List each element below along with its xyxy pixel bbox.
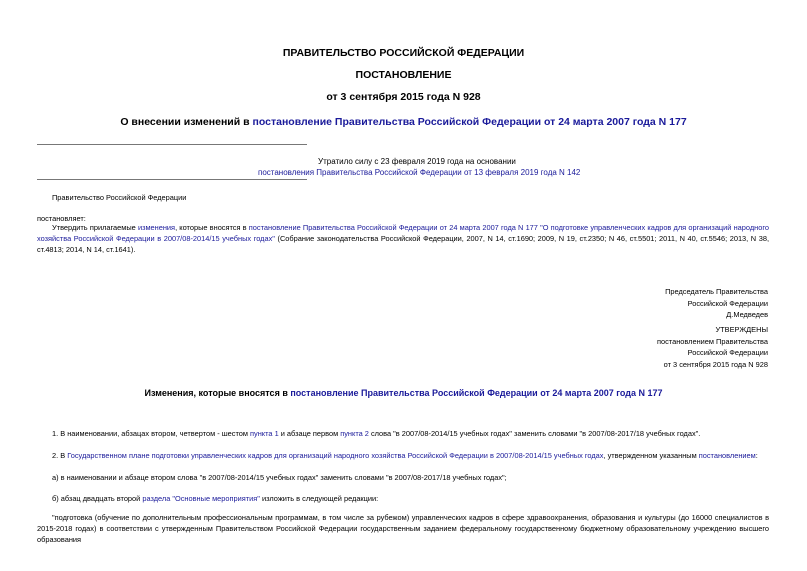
- quoted-paragraph: "подготовка (обучение по дополнительным профессиональным программам, в том числе за рубежом) управленческих кадров в сфере здравоохранения, образования и культуры (до 16000 специалистов в 2015-2018 годах) в соответствии с утвержденным Правительством Российской Федерации государственным заданием федеральному государственному бюджетному образовательному учреждению высшего образования: [37, 513, 769, 544]
- change-item-1: 1. В наименовании, абзацах втором, четвертом - шестом пункта 1 и абзаце первом пункта 2 слова "в 2007/08-2014/15 учебных годах" заменить словами "в 2007/08-2017/18 учебных годах".: [52, 429, 701, 438]
- main-activities-link[interactable]: раздела "Основные мероприятия": [142, 494, 260, 503]
- changes-decree-link[interactable]: постановление Правительства Российской Федерации от 24 марта 2007 года N 177: [290, 388, 663, 398]
- decree-177-link[interactable]: постановление Правительства Российской Федерации от 24 марта 2007 года N 177: [252, 116, 687, 128]
- changes-title-prefix: Изменения, которые вносятся в: [144, 388, 291, 398]
- org-heading: ПРАВИТЕЛЬСТВО РОССИЙСКОЙ ФЕДЕРАЦИИ: [282, 47, 525, 59]
- clause-2-link[interactable]: пункта 2: [340, 429, 369, 438]
- change-item-2a: а) в наименовании и абзаце втором слова "в 2007/08-2014/15 учебных годах" заменить словами "в 2007/08-2017/18 учебных годах";: [52, 473, 507, 482]
- divider-bottom: [37, 179, 307, 180]
- status-line: Утратило силу с 23 февраля 2019 года на основании: [318, 157, 516, 166]
- doc-type-heading: ПОСТАНОВЛЕНИЕ: [355, 69, 452, 81]
- approval-title: УТВЕРЖДЕНЫ: [715, 325, 768, 334]
- approval-block: [657, 324, 768, 370]
- government-label: Правительство Российской Федерации: [52, 193, 187, 202]
- signature-name: Д.Медведев: [726, 310, 768, 319]
- decree-link[interactable]: постановлением: [698, 451, 756, 460]
- state-plan-link[interactable]: Государственном плане подготовки управленческих кадров для организаций народного хозяйства Российской Федерации в 2007/08-2014/15 учебных годах: [67, 451, 604, 460]
- doc-title-prefix: О внесении изменений в: [120, 116, 253, 128]
- signature-position: Председатель Правительства: [665, 287, 768, 296]
- clause-1-link[interactable]: пункта 1: [250, 429, 279, 438]
- signature-block: [665, 286, 768, 321]
- divider-top: [37, 144, 307, 145]
- change-item-2b: б) абзац двадцать второй раздела "Основные мероприятия" изложить в следующей редакции:: [52, 494, 379, 503]
- repeal-decree-link[interactable]: постановления Правительства Российской Федерации от 13 февраля 2019 года N 142: [258, 168, 581, 177]
- doc-date-number: от 3 сентября 2015 года N 928: [326, 91, 481, 103]
- doc-title: [0, 116, 807, 128]
- change-item-2: 2. В Государственном плане подготовки управленческих кадров для организаций народного хозяйства Российской Федерации в 2007/08-2014/15 учебных годах, утвержденном указанным постановлением:: [52, 451, 758, 460]
- decree-177-full-link[interactable]: постановление Правительства Российской Федерации от 24 марта 2007 года N 177 "О подготовке управленческих кадров для организаций народного хозяйства Российской Федерации в 2007/08-2014/15 учебных годах": [37, 223, 769, 243]
- approval-line3: Российской Федерации: [687, 348, 768, 357]
- paragraph-approve: Утвердить прилагаемые изменения, которые вносятся в постановление Правительства Российской Федерации от 24 марта 2007 года N 177 "О подготовке управленческих кадров для организаций народного хозяйства Российской Федерации в 2007/08-2014/15 учебных годах" (Собрание законодательства Российской Федерации, 2007, N 14, ст.1690; 2009, N 19, ст.2350; N 46, ст.5501; 2011, N 40, ст.5546; 2013, N 38, ст.4813; 2014, N 14, ст.1641).: [37, 223, 769, 254]
- changes-title: [0, 388, 807, 398]
- approval-line4: от 3 сентября 2015 года N 928: [663, 359, 768, 369]
- decrees-label: постановляет:: [37, 214, 86, 223]
- signature-country: Российской Федерации: [687, 298, 768, 308]
- approval-line2: постановлением Правительства: [657, 336, 768, 346]
- changes-link[interactable]: изменения: [137, 223, 176, 232]
